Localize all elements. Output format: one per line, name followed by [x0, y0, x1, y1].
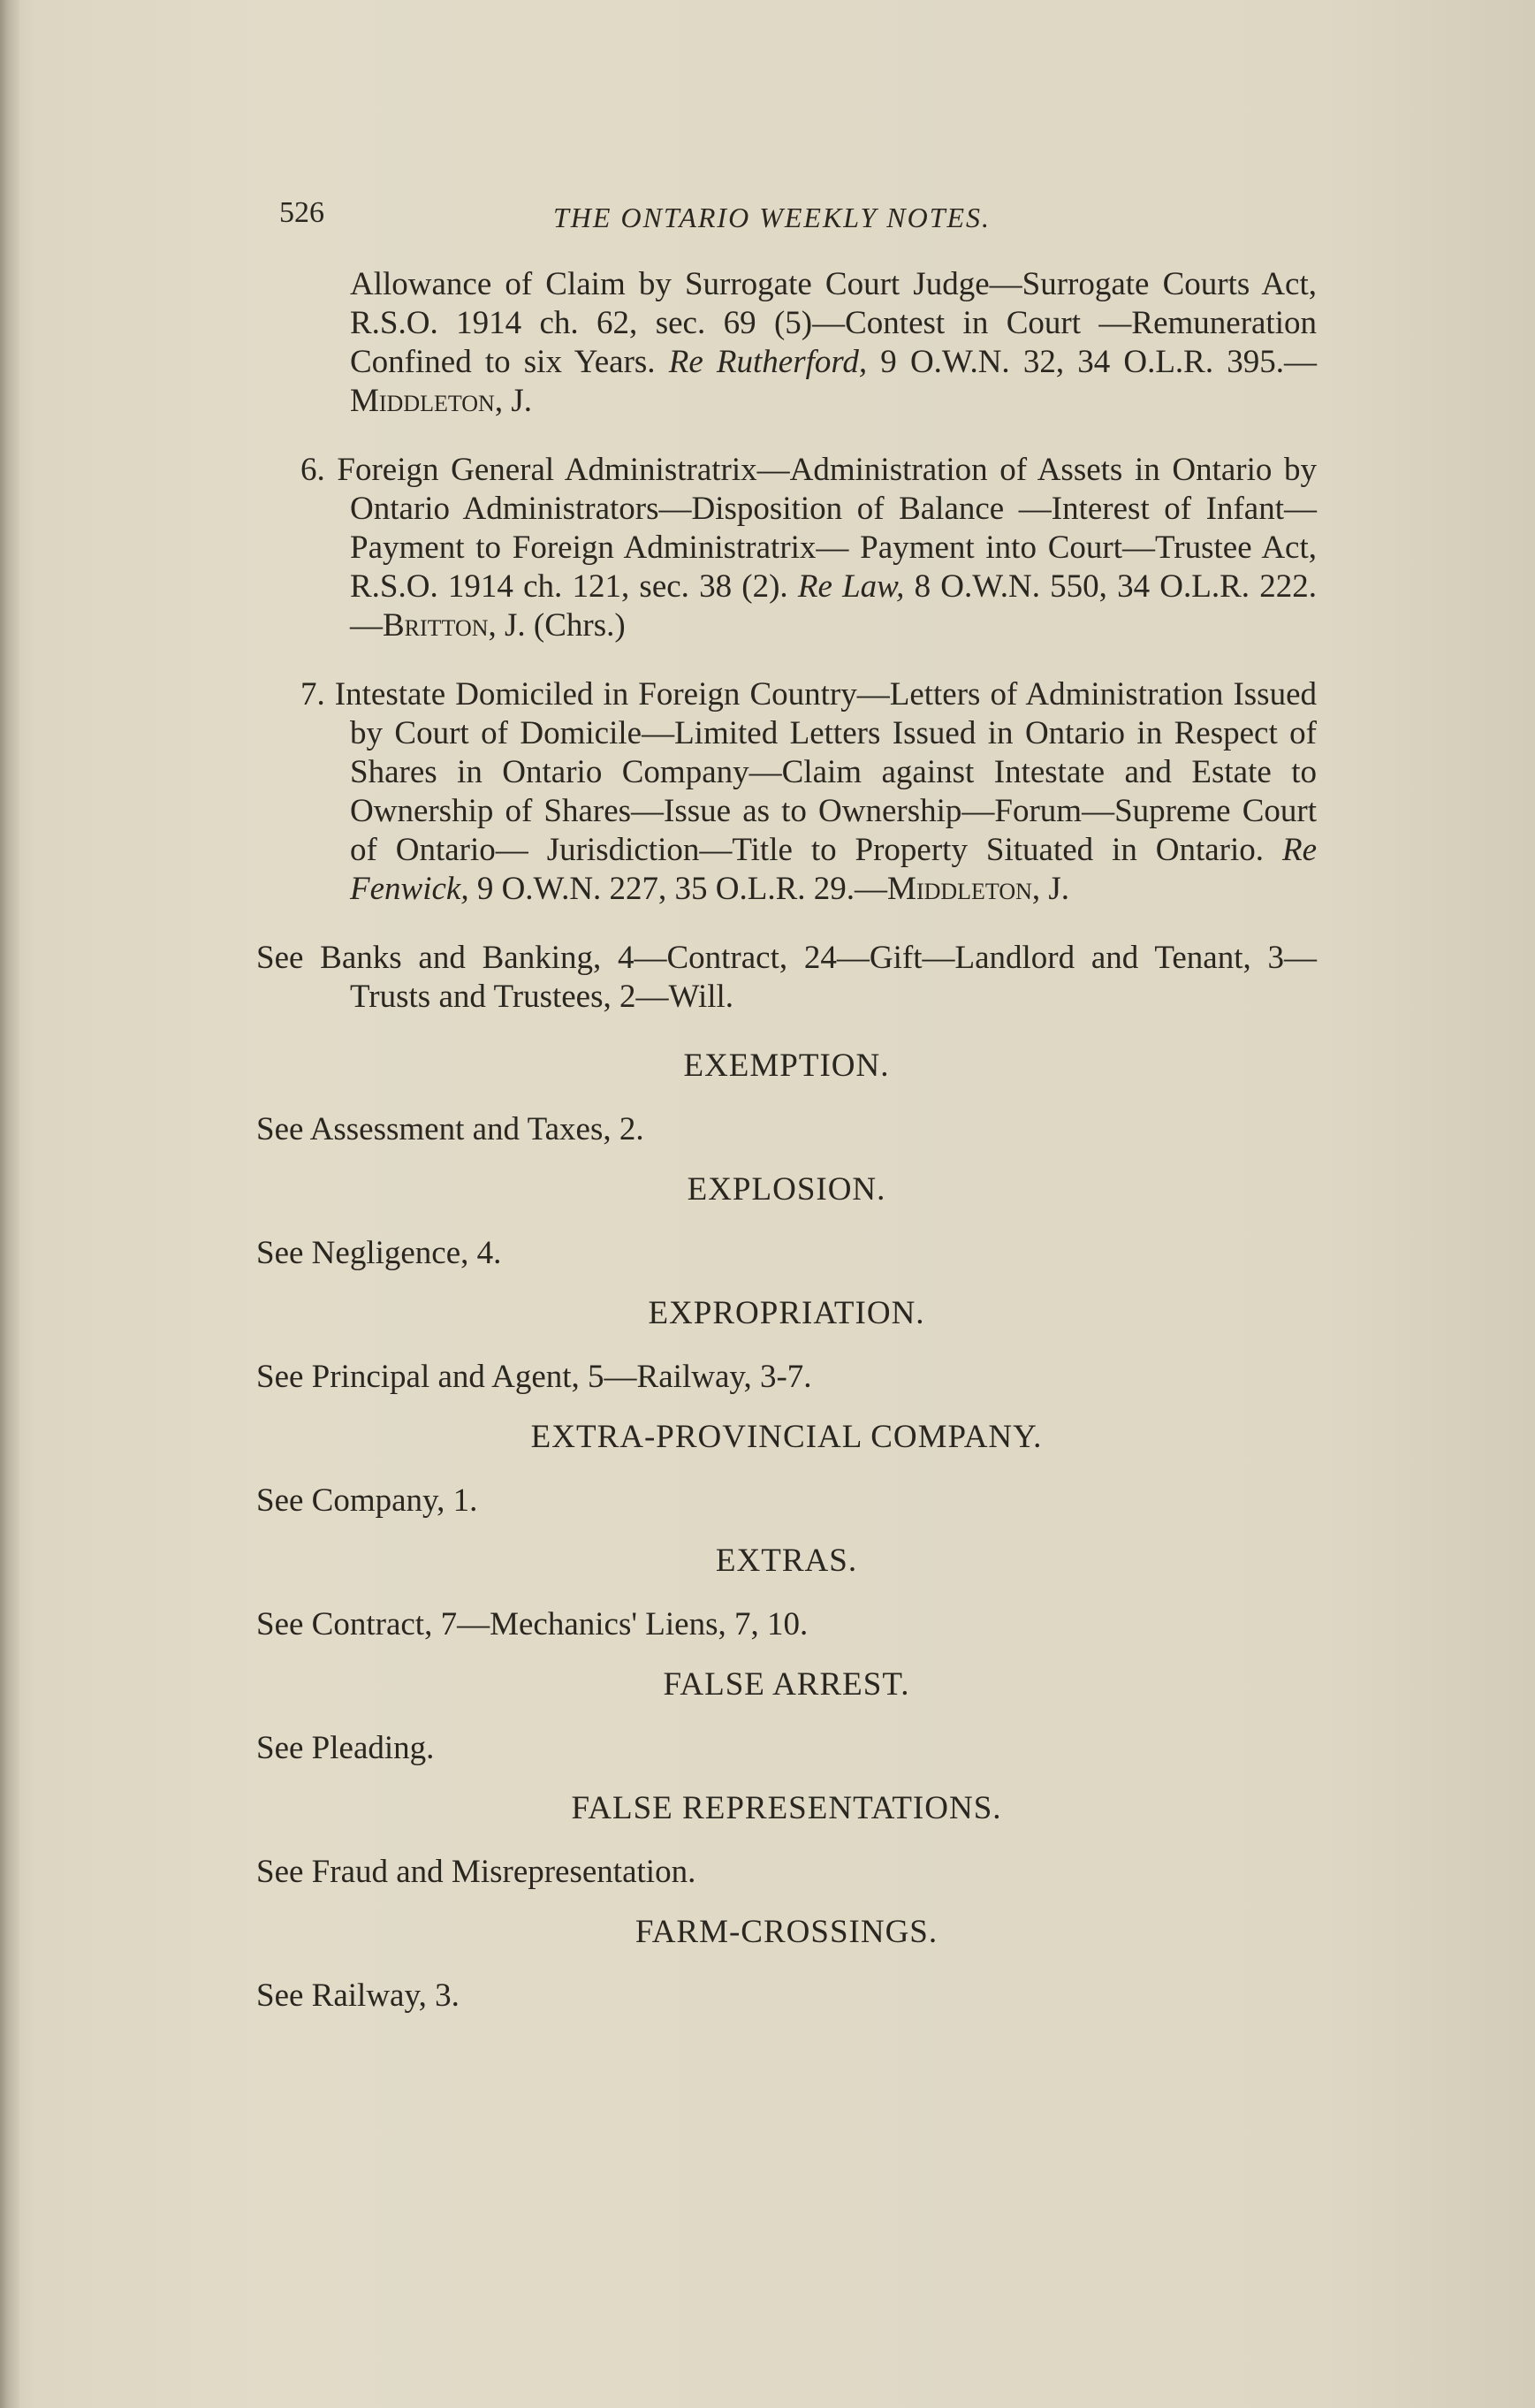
- section-heading: FALSE REPRESENTATIONS.: [571, 1790, 1002, 1826]
- judge-name: Middleton: [887, 871, 1032, 907]
- section-cross-reference: See Contract, 7—Mechanics' Liens, 7, 10.: [256, 1606, 809, 1642]
- section-cross-reference: See Pleading.: [256, 1730, 435, 1766]
- section-heading: EXEMPTION.: [683, 1048, 890, 1084]
- entry-5-continuation: [256, 265, 1317, 421]
- entry-tail: , J.: [494, 383, 532, 419]
- section-heading: EXTRA-PROVINCIAL COMPANY.: [530, 1419, 1043, 1455]
- section-heading: EXPROPRIATION.: [648, 1295, 925, 1331]
- entry-number: 6.: [300, 452, 325, 488]
- section-heading: FALSE ARREST.: [663, 1666, 910, 1703]
- section-cross-reference: See Principal and Agent, 5—Railway, 3-7.: [256, 1359, 812, 1395]
- page-body: [256, 265, 1317, 2037]
- section-heading: EXTRAS.: [715, 1543, 858, 1579]
- citation: 9 O.W.N. 227, 35 O.L.R. 29.—: [468, 871, 888, 907]
- entry-7: [256, 675, 1317, 909]
- case-name: Re Fenwick,: [350, 832, 1317, 907]
- section-cross-reference: See Fraud and Misrepresentation.: [256, 1854, 696, 1890]
- entry-text: Allowance of Claim by Surrogate Court Judge—Surrogate Courts Act, R.S.O. 1914 ch. 62, sec. 69 (5)—Contest in Court —Remuneration Confined to six Years.: [350, 266, 1317, 380]
- case-name: Re Rutherford,: [668, 344, 868, 380]
- page-spine-shadow: [0, 0, 19, 2408]
- entry-tail: , J. (Chrs.): [488, 607, 626, 644]
- judge-name: Britton: [383, 607, 489, 644]
- entry-6: [256, 451, 1317, 645]
- section-cross-reference: See Company, 1.: [256, 1482, 478, 1519]
- citation: 8 O.W.N. 550, 34 O.L.R. 222.—: [350, 568, 1317, 644]
- see-also-cross-reference: See Banks and Banking, 4—Contract, 24—Gift—Landlord and Tenant, 3—Trusts and Trustees, 2—Will.: [256, 940, 1317, 1015]
- section-cross-reference: See Assessment and Taxes, 2.: [256, 1111, 644, 1147]
- page-header: [279, 196, 1322, 249]
- judge-name: Middleton: [350, 383, 495, 419]
- citation: 9 O.W.N. 32, 34 O.L.R. 395.—: [867, 344, 1318, 380]
- entry-tail: , J.: [1031, 871, 1070, 907]
- entry-text: Intestate Domiciled in Foreign Country—Letters of Administration Issued by Court of Domicile—Limited Letters Issued in Ontario in Respect of Shares in Ontario Company—Claim against Intestate and Estate to Ownership of Shares—Issue as to Ownership—Forum—Supreme Court of Ontario— Jurisdiction—Title to Property Situated in Ontario.: [324, 676, 1317, 868]
- section-cross-reference: See Railway, 3.: [256, 1977, 460, 2014]
- entry-number: 7.: [300, 676, 325, 712]
- case-name: Re Law,: [797, 568, 905, 605]
- section-heading: FARM-CROSSINGS.: [635, 1914, 938, 1950]
- section-heading: EXPLOSION.: [687, 1171, 886, 1208]
- page-number: 526: [279, 196, 324, 229]
- running-head: THE ONTARIO WEEKLY NOTES.: [553, 202, 992, 233]
- section-cross-reference: See Negligence, 4.: [256, 1235, 502, 1271]
- entry-text: Foreign General Administratrix—Administration of Assets in Ontario by Ontario Administrators—Disposition of Balance —Interest of Infant—Payment to Foreign Administratrix— Payment into Court—Trustee Act, R.S.O. 1914 ch. 121, sec. 38 (2).: [324, 452, 1317, 605]
